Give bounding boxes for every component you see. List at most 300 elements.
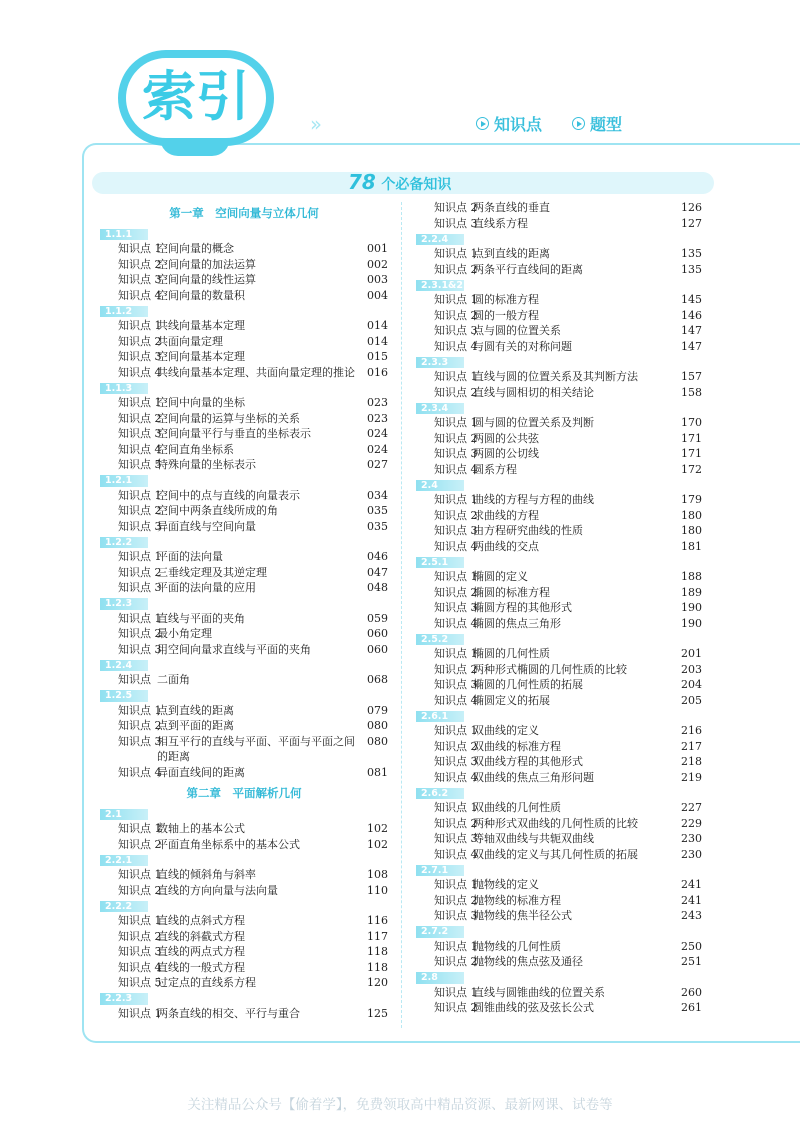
entry-title: 两曲线的交点 bbox=[473, 539, 539, 553]
index-entry[interactable] bbox=[100, 734, 388, 765]
index-entry[interactable] bbox=[416, 877, 702, 893]
index-entry[interactable] bbox=[100, 821, 388, 837]
entry-label: 知识点 1 bbox=[118, 868, 162, 881]
index-entry[interactable] bbox=[100, 457, 388, 473]
index-entry[interactable] bbox=[100, 913, 388, 929]
entry-title: 椭圆的标准方程 bbox=[473, 585, 550, 599]
index-entry[interactable] bbox=[416, 754, 702, 770]
entry-title: 圆与圆的位置关系及判断 bbox=[473, 416, 594, 429]
entry-title: 等轴双曲线与共轭双曲线 bbox=[473, 832, 594, 845]
entry-label: 知识点 3 bbox=[434, 755, 478, 768]
entry-label: 知识点 1 bbox=[434, 416, 478, 429]
entry-title: 最小角定理 bbox=[157, 627, 212, 640]
entry-title: 特殊向量的坐标表示 bbox=[157, 458, 256, 471]
legend-question-type bbox=[572, 112, 622, 135]
index-entry[interactable] bbox=[100, 241, 388, 257]
section-label: 1.1.2 bbox=[100, 306, 148, 318]
entry-label: 知识点 4 bbox=[434, 539, 478, 553]
entry-page: 146 bbox=[681, 308, 702, 322]
entry-label: 知识点 4 bbox=[434, 770, 478, 784]
index-entry[interactable] bbox=[416, 292, 702, 308]
entry-page: 014 bbox=[367, 334, 388, 348]
index-entry[interactable] bbox=[100, 1006, 388, 1022]
entry-title: 共面向量定理 bbox=[157, 334, 223, 348]
section-label: 1.2.1 bbox=[100, 475, 148, 487]
entry-title: 由方程研究曲线的性质 bbox=[473, 524, 583, 537]
index-entry[interactable] bbox=[416, 308, 702, 324]
entry-page: 229 bbox=[681, 816, 702, 830]
entry-title: 直线的点斜式方程 bbox=[157, 914, 245, 927]
index-entry[interactable] bbox=[100, 672, 388, 688]
index-entry[interactable] bbox=[416, 739, 702, 755]
entry-title: 点到直线的距离 bbox=[473, 247, 550, 260]
entry-page: 227 bbox=[681, 801, 702, 814]
chapter-heading: 第二章 平面解析几何 bbox=[186, 786, 302, 800]
index-entry[interactable] bbox=[100, 272, 388, 288]
entry-page: 135 bbox=[681, 247, 702, 260]
entry-title: 直线系方程 bbox=[473, 216, 528, 230]
entry-title: 空间向量基本定理 bbox=[157, 350, 245, 363]
entry-label: 知识点 2 bbox=[434, 1001, 478, 1014]
entry-label: 知识点 2 bbox=[118, 719, 162, 732]
legend-knowledge-label: 知识点 bbox=[494, 115, 543, 134]
index-entry[interactable] bbox=[100, 718, 388, 734]
entry-page: 035 bbox=[367, 504, 388, 517]
entry-label: 知识点 1 bbox=[434, 939, 478, 953]
entry-page: 180 bbox=[681, 508, 702, 522]
index-entry[interactable] bbox=[416, 816, 702, 832]
entry-label: 知识点 4 bbox=[434, 693, 478, 707]
index-entry[interactable] bbox=[416, 1000, 702, 1016]
entry-label: 知识点 3 bbox=[118, 427, 162, 440]
index-entry[interactable] bbox=[416, 585, 702, 601]
entry-label: 知识点 1 bbox=[434, 724, 478, 737]
entry-label: 知识点 3 bbox=[118, 581, 162, 594]
index-entry[interactable] bbox=[100, 611, 388, 627]
entry-title: 椭圆的几何性质的拓展 bbox=[473, 678, 583, 691]
entry-page: 171 bbox=[681, 431, 702, 445]
entry-page: 024 bbox=[367, 442, 388, 456]
entry-label: 知识点 1 bbox=[118, 319, 162, 332]
index-entry[interactable] bbox=[416, 508, 702, 524]
entry-page: 102 bbox=[367, 822, 388, 835]
index-entry[interactable] bbox=[100, 349, 388, 365]
index-entry[interactable] bbox=[416, 677, 702, 693]
index-entry[interactable] bbox=[416, 569, 702, 585]
entry-label: 知识点 1 bbox=[434, 647, 478, 660]
entry-page: 080 bbox=[367, 734, 388, 748]
footer-watermark: 关注精品公众号【偷着学】，免费领取高中精品资源、最新网课、试卷等 bbox=[187, 1097, 613, 1113]
index-entry[interactable] bbox=[100, 334, 388, 350]
section-label: 2.5.1 bbox=[416, 557, 464, 569]
index-entry[interactable] bbox=[100, 519, 388, 535]
entry-page: 002 bbox=[367, 257, 388, 271]
entry-label: 知识点 1 bbox=[118, 550, 162, 563]
entry-title: 圆锥曲线的弦及弦长公式 bbox=[473, 1001, 594, 1014]
entry-page: 004 bbox=[367, 288, 388, 302]
entry-label: 知识点 1 bbox=[118, 914, 162, 927]
entry-page: 003 bbox=[367, 273, 388, 286]
entry-page: 068 bbox=[367, 673, 388, 686]
entry-label: 知识点 3 bbox=[118, 519, 162, 533]
index-entry[interactable] bbox=[100, 929, 388, 945]
entry-label: 知识点 3 bbox=[118, 945, 162, 958]
entry-page: 046 bbox=[367, 550, 388, 563]
entry-title: 点到直线的距离 bbox=[157, 703, 234, 717]
index-entry[interactable] bbox=[100, 318, 388, 334]
entry-page: 190 bbox=[681, 601, 702, 614]
section-label: 2.6.2 bbox=[416, 788, 464, 800]
entry-title: 点到平面的距离 bbox=[157, 719, 234, 732]
play-circle-icon bbox=[572, 117, 585, 130]
entry-title: 空间中的点与直线的向量表示 bbox=[157, 488, 300, 502]
index-entry[interactable] bbox=[416, 262, 702, 278]
entry-label: 知识点 1 bbox=[434, 985, 478, 999]
index-entry[interactable] bbox=[416, 323, 702, 339]
index-entry[interactable] bbox=[100, 580, 388, 596]
entry-page: 110 bbox=[367, 883, 388, 897]
index-entry[interactable] bbox=[416, 616, 702, 632]
index-entry[interactable] bbox=[416, 831, 702, 847]
index-entry[interactable] bbox=[100, 503, 388, 519]
index-column-right bbox=[416, 200, 702, 1016]
entry-label: 知识点 3 bbox=[434, 601, 478, 614]
section-label: 2.2.2 bbox=[100, 901, 148, 913]
entry-label: 知识点 1 bbox=[434, 570, 478, 583]
entry-page: 241 bbox=[681, 878, 702, 891]
entry-label: 知识点 3 bbox=[434, 909, 478, 922]
entry-title: 求曲线的方程 bbox=[473, 508, 539, 522]
index-entry[interactable] bbox=[100, 626, 388, 642]
entry-label: 知识点 1 bbox=[118, 703, 162, 717]
entry-label: 知识点 1 bbox=[434, 370, 478, 383]
entry-label: 知识点 2 bbox=[434, 508, 478, 522]
entry-title: 双曲线的几何性质 bbox=[473, 801, 561, 814]
entry-label: 知识点 3 bbox=[434, 447, 478, 460]
entry-label: 知识点 2 bbox=[434, 816, 478, 830]
entry-page: 079 bbox=[367, 703, 388, 717]
section-label: 2.1 bbox=[100, 809, 148, 821]
entry-page: 081 bbox=[367, 765, 388, 779]
index-entry[interactable] bbox=[416, 600, 702, 616]
entry-title: 空间直角坐标系 bbox=[157, 442, 234, 456]
entry-title: 两圆的公共弦 bbox=[473, 431, 539, 445]
entry-page: 118 bbox=[367, 945, 388, 958]
entry-page: 251 bbox=[681, 955, 702, 968]
index-entry[interactable] bbox=[416, 369, 702, 385]
entry-title: 空间中两条直线所成的角 bbox=[157, 504, 278, 517]
entry-label: 知识点 2 bbox=[118, 837, 162, 851]
entry-title: 两种形式双曲线的几何性质的比较 bbox=[473, 816, 638, 830]
index-entry[interactable] bbox=[100, 960, 388, 976]
entry-page: 180 bbox=[681, 524, 702, 537]
index-entry[interactable] bbox=[416, 939, 702, 955]
section-label: 2.2.3 bbox=[100, 993, 148, 1005]
entry-page: 188 bbox=[681, 570, 702, 583]
entry-page: 158 bbox=[681, 385, 702, 399]
section-label: 2.4 bbox=[416, 480, 464, 492]
index-entry[interactable] bbox=[416, 339, 702, 355]
entry-page: 157 bbox=[681, 370, 702, 383]
chevron-right-icon: ›› bbox=[310, 112, 318, 136]
entry-title: 空间向量的线性运算 bbox=[157, 273, 256, 286]
index-entry[interactable] bbox=[100, 565, 388, 581]
section-label: 2.3.1&2.3.2 bbox=[416, 280, 464, 292]
entry-title: 椭圆的焦点三角形 bbox=[473, 616, 561, 630]
entry-title: 直线与圆的位置关系及其判断方法 bbox=[473, 370, 638, 383]
section-label: 2.5.2 bbox=[416, 634, 464, 646]
entry-label: 知识点 3 bbox=[118, 734, 162, 748]
index-entry[interactable] bbox=[100, 642, 388, 658]
index-entry[interactable] bbox=[100, 488, 388, 504]
section-label: 2.7.1 bbox=[416, 865, 464, 877]
section-label: 1.1.3 bbox=[100, 383, 148, 395]
section-label: 2.3.3 bbox=[416, 357, 464, 369]
entry-page: 117 bbox=[367, 929, 388, 943]
entry-title: 空间向量平行与垂直的坐标表示 bbox=[157, 427, 311, 440]
entry-title: 两条直线的垂直 bbox=[473, 201, 550, 214]
banner-heading bbox=[348, 170, 451, 194]
section-label: 1.2.5 bbox=[100, 690, 148, 702]
entry-page: 014 bbox=[367, 319, 388, 332]
entry-title: 抛物线的标准方程 bbox=[473, 893, 561, 907]
entry-label: 知识点 1 bbox=[118, 488, 162, 502]
entry-page: 118 bbox=[367, 960, 388, 974]
entry-title: 抛物线的焦点弦及通径 bbox=[473, 955, 583, 968]
entry-label: 知识点 2 bbox=[434, 739, 478, 753]
entry-title: 空间向量的概念 bbox=[157, 242, 234, 255]
entry-page: 170 bbox=[681, 416, 702, 429]
entry-title: 直线的一般式方程 bbox=[157, 960, 245, 974]
entry-page: 201 bbox=[681, 647, 702, 660]
entry-title: 两条平行直线间的距离 bbox=[473, 262, 583, 276]
entry-label: 知识点 1 bbox=[118, 242, 162, 255]
entry-label: 知识点 5 bbox=[118, 458, 162, 471]
entry-label: 知识点 2 bbox=[434, 262, 478, 276]
entry-title: 空间向量的数量积 bbox=[157, 288, 245, 302]
entry-page: 190 bbox=[681, 616, 702, 630]
entry-page: 027 bbox=[367, 458, 388, 471]
section-label: 2.6.1 bbox=[416, 711, 464, 723]
entry-page: 126 bbox=[681, 201, 702, 214]
index-entry[interactable] bbox=[416, 415, 702, 431]
entry-label: 知识点 1 bbox=[434, 878, 478, 891]
page-title: 索引 bbox=[118, 50, 274, 146]
entry-title: 两条直线的相交、平行与重合 bbox=[157, 1006, 300, 1020]
entry-label: 知识点 4 bbox=[118, 442, 162, 456]
entry-page: 250 bbox=[681, 939, 702, 953]
index-entry[interactable] bbox=[100, 883, 388, 899]
section-label: 2.2.1 bbox=[100, 855, 148, 867]
index-entry[interactable] bbox=[100, 765, 388, 781]
entry-label: 知识点 2 bbox=[434, 308, 478, 322]
entry-title: 空间中向量的坐标 bbox=[157, 396, 245, 409]
entry-label: 知识点 3 bbox=[434, 678, 478, 691]
entry-label: 知识点 3 bbox=[434, 324, 478, 337]
index-entry[interactable] bbox=[100, 365, 388, 381]
index-entry[interactable] bbox=[416, 446, 702, 462]
entry-label: 知识点 2 bbox=[118, 504, 162, 517]
index-entry[interactable] bbox=[100, 257, 388, 273]
entry-label: 知识点 1 bbox=[118, 822, 162, 835]
entry-label: 知识点 4 bbox=[434, 462, 478, 476]
entry-title: 相互平行的直线与平面、平面与平面之间的距离 bbox=[157, 734, 355, 763]
index-entry[interactable] bbox=[416, 431, 702, 447]
entry-label: 知识点 4 bbox=[118, 288, 162, 302]
section-label: 1.2.2 bbox=[100, 537, 148, 549]
entry-page: 034 bbox=[367, 488, 388, 502]
entry-label: 知识点 4 bbox=[434, 847, 478, 861]
entry-label: 知识点 1 bbox=[434, 293, 478, 306]
entry-label: 知识点 4 bbox=[434, 616, 478, 630]
index-entry[interactable] bbox=[100, 549, 388, 565]
entry-title: 椭圆方程的其他形式 bbox=[473, 601, 572, 614]
entry-title: 过定点的直线系方程 bbox=[157, 976, 256, 989]
entry-page: 179 bbox=[681, 493, 702, 506]
entry-page: 216 bbox=[681, 724, 702, 737]
entry-label: 知识点 4 bbox=[118, 960, 162, 974]
index-entry[interactable] bbox=[100, 426, 388, 442]
entry-title: 空间向量的运算与坐标的关系 bbox=[157, 411, 300, 425]
entry-label: 知识点 2 bbox=[118, 929, 162, 943]
entry-label: 知识点 1 bbox=[118, 611, 162, 625]
entry-label: 知识点 4 bbox=[118, 365, 162, 379]
entry-page: 171 bbox=[681, 447, 702, 460]
entry-title: 异面直线间的距离 bbox=[157, 765, 245, 779]
index-entry[interactable] bbox=[100, 975, 388, 991]
entry-label: 知识点 4 bbox=[434, 339, 478, 353]
entry-title: 直线的两点式方程 bbox=[157, 945, 245, 958]
entry-page: 261 bbox=[681, 1001, 702, 1014]
index-entry[interactable] bbox=[100, 395, 388, 411]
entry-title: 椭圆的定义 bbox=[473, 570, 528, 583]
index-entry[interactable] bbox=[416, 462, 702, 478]
entry-title: 圆系方程 bbox=[473, 462, 517, 476]
entry-page: 016 bbox=[367, 365, 388, 379]
entry-title: 数轴上的基本公式 bbox=[157, 822, 245, 835]
index-entry[interactable] bbox=[416, 893, 702, 909]
entry-label: 知识点 2 bbox=[434, 955, 478, 968]
entry-label: 知识点 2 bbox=[118, 883, 162, 897]
entry-page: 060 bbox=[367, 642, 388, 656]
entry-page: 024 bbox=[367, 427, 388, 440]
entry-label: 知识点 2 bbox=[434, 201, 478, 214]
entry-page: 048 bbox=[367, 581, 388, 594]
legend-knowledge bbox=[476, 112, 542, 135]
entry-title: 双曲线的定义 bbox=[473, 724, 539, 737]
index-entry[interactable] bbox=[100, 288, 388, 304]
entry-label: 知识点 1 bbox=[434, 801, 478, 814]
index-entry[interactable] bbox=[416, 954, 702, 970]
entry-title: 双曲线的焦点三角形问题 bbox=[473, 770, 594, 784]
entry-page: 102 bbox=[367, 837, 388, 851]
entry-page: 260 bbox=[681, 985, 702, 999]
entry-title: 双曲线的定义与其几何性质的拓展 bbox=[473, 847, 638, 861]
entry-title: 椭圆定义的拓展 bbox=[473, 693, 550, 707]
index-entry[interactable] bbox=[100, 411, 388, 427]
section-label: 2.3.4 bbox=[416, 403, 464, 415]
section-label: 2.8 bbox=[416, 972, 464, 984]
section-label: 2.7.2 bbox=[416, 926, 464, 938]
index-entry[interactable] bbox=[100, 944, 388, 960]
banner-text: 个必备知识 bbox=[381, 177, 452, 193]
index-entry[interactable] bbox=[416, 216, 702, 232]
index-entry[interactable] bbox=[416, 908, 702, 924]
entry-title: 直线的方向向量与法向量 bbox=[157, 883, 278, 897]
entry-label: 知识点 3 bbox=[118, 642, 162, 656]
entry-page: 125 bbox=[367, 1006, 388, 1020]
entry-page: 217 bbox=[681, 739, 702, 753]
index-entry[interactable] bbox=[100, 867, 388, 883]
index-entry[interactable] bbox=[416, 800, 702, 816]
entry-page: 080 bbox=[367, 719, 388, 732]
entry-page: 059 bbox=[367, 611, 388, 625]
entry-title: 平面直角坐标系中的基本公式 bbox=[157, 837, 300, 851]
entry-title: 平面的法向量 bbox=[157, 550, 223, 563]
entry-title: 直线与圆锥曲线的位置关系 bbox=[473, 985, 605, 999]
index-entry[interactable] bbox=[416, 770, 702, 786]
entry-page: 205 bbox=[681, 693, 702, 707]
index-entry[interactable] bbox=[416, 246, 702, 262]
entry-title: 二面角 bbox=[157, 673, 190, 686]
entry-title: 直线的倾斜角与斜率 bbox=[157, 868, 256, 881]
entry-title: 双曲线的标准方程 bbox=[473, 739, 561, 753]
entry-title: 椭圆的几何性质 bbox=[473, 647, 550, 660]
legend-question-type-label: 题型 bbox=[590, 115, 623, 134]
entry-title: 直线与平面的夹角 bbox=[157, 611, 245, 625]
index-entry[interactable] bbox=[416, 723, 702, 739]
entry-label: 知识点 2 bbox=[118, 627, 162, 640]
index-entry[interactable] bbox=[100, 837, 388, 853]
index-entry[interactable] bbox=[416, 693, 702, 709]
entry-title: 三垂线定理及其逆定理 bbox=[157, 565, 267, 579]
index-entry[interactable] bbox=[416, 492, 702, 508]
entry-page: 120 bbox=[367, 976, 388, 989]
entry-page: 147 bbox=[681, 324, 702, 337]
index-entry[interactable] bbox=[416, 646, 702, 662]
index-entry[interactable] bbox=[416, 662, 702, 678]
chapter-heading: 第一章 空间向量与立体几何 bbox=[169, 206, 319, 220]
entry-page: 127 bbox=[681, 216, 702, 230]
entry-page: 147 bbox=[681, 339, 702, 353]
entry-label: 知识点 5 bbox=[118, 976, 162, 989]
index-entry[interactable] bbox=[416, 523, 702, 539]
entry-label: 知识点 1 bbox=[118, 1006, 162, 1020]
entry-label: 知识点 2 bbox=[434, 585, 478, 599]
entry-label: 知识点 2 bbox=[434, 662, 478, 676]
index-entry[interactable] bbox=[416, 985, 702, 1001]
index-entry[interactable] bbox=[416, 539, 702, 555]
entry-label: 知识点 2 bbox=[434, 431, 478, 445]
entry-title: 曲线的方程与方程的曲线 bbox=[473, 493, 594, 506]
section-label: 1.2.3 bbox=[100, 598, 148, 610]
section-label: 2.2.4 bbox=[416, 234, 464, 246]
entry-label: 知识点 2 bbox=[434, 385, 478, 399]
entry-title: 直线与圆相切的相关结论 bbox=[473, 385, 594, 399]
index-entry[interactable] bbox=[416, 200, 702, 216]
entry-label: 知识点 3 bbox=[434, 832, 478, 845]
entry-page: 243 bbox=[681, 909, 702, 922]
index-entry[interactable] bbox=[100, 442, 388, 458]
index-entry[interactable] bbox=[416, 385, 702, 401]
entry-page: 135 bbox=[681, 262, 702, 276]
entry-page: 219 bbox=[681, 770, 702, 784]
entry-page: 015 bbox=[367, 350, 388, 363]
index-entry[interactable] bbox=[416, 847, 702, 863]
index-entry[interactable] bbox=[100, 703, 388, 719]
entry-label: 知识点 3 bbox=[434, 216, 478, 230]
banner-number: 78 bbox=[348, 170, 376, 194]
